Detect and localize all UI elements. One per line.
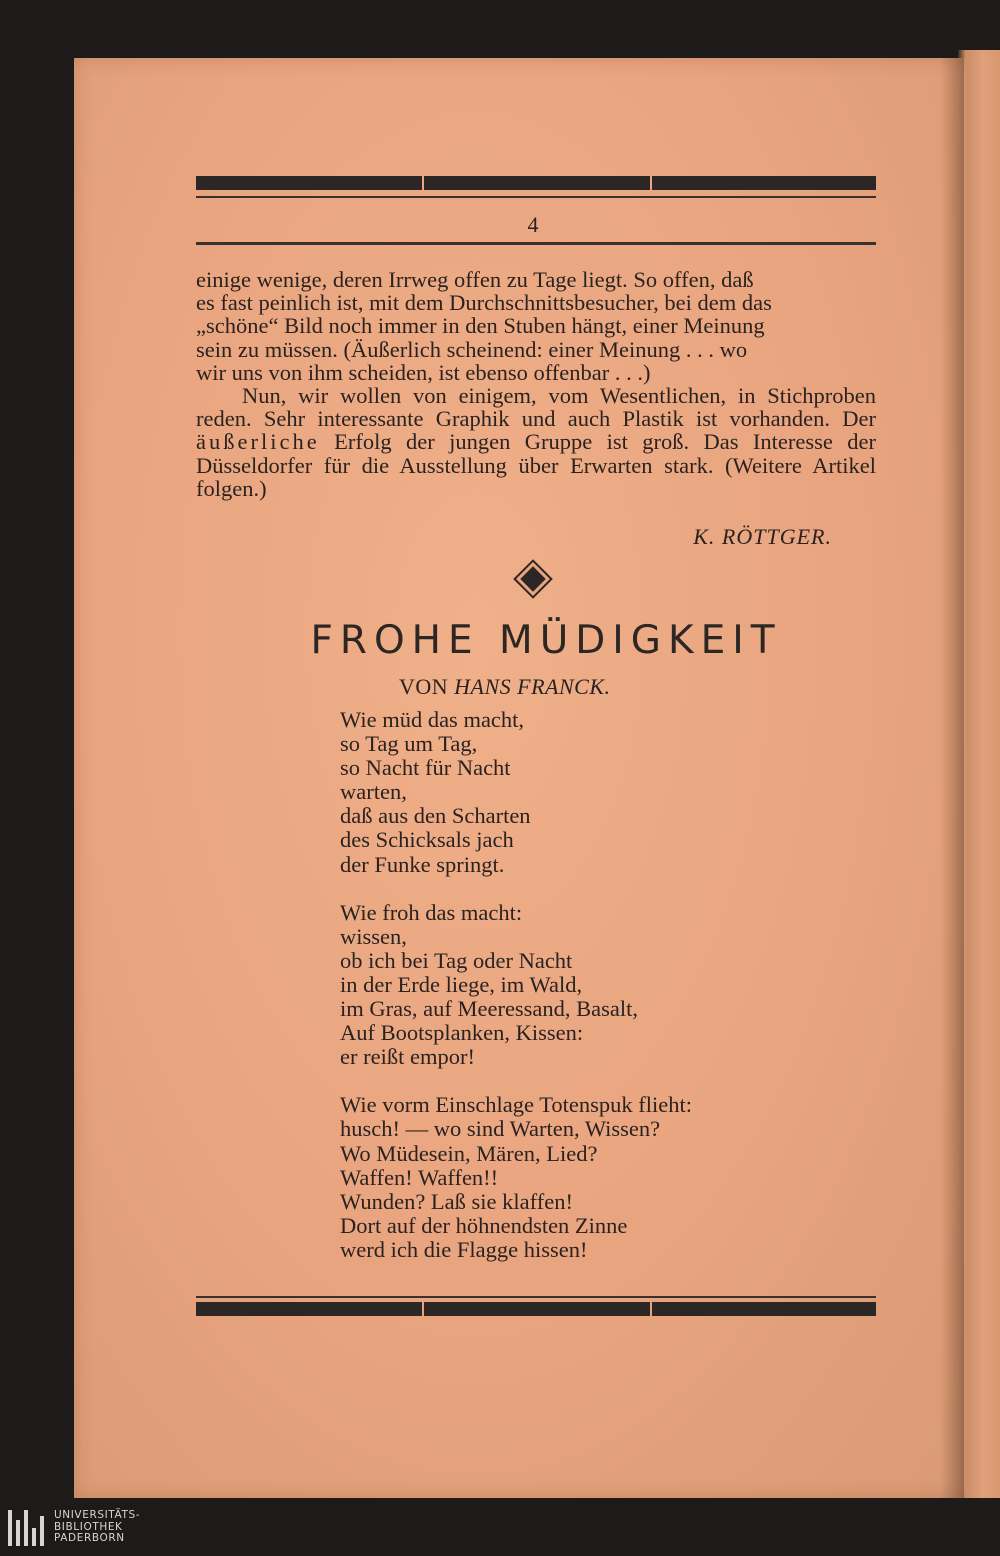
poem-line: so Tag um Tag, [340, 731, 478, 757]
poem-line: ob ich bei Tag oder Nacht [340, 947, 573, 973]
poem-author: HANS FRANCK. [454, 674, 611, 699]
header-rule-heavy [196, 176, 876, 190]
poem-byline [399, 674, 611, 700]
prose-line: es fast peinlich ist, mit dem Durchschnittsbesucher, bei dem das [196, 290, 772, 316]
poem-line: wissen, [340, 923, 407, 949]
prose-emphasis: äußerliche [196, 429, 320, 455]
poem-line: Wunden? Laß sie klaffen! [340, 1188, 573, 1214]
poem-stanza-2 [340, 901, 800, 1070]
prose-paragraph-1 [196, 268, 876, 384]
prose-line: einige wenige, deren Irrweg offen zu Tage liegt. So offen, daß [196, 267, 754, 292]
prose-line: „schöne“ Bild noch immer in den Stuben hängt, einer Meinung [196, 313, 765, 339]
poem-line: werd ich die Flagge hissen! [340, 1236, 588, 1262]
logo-line: UNIVERSITÄTS- [54, 1509, 141, 1521]
footer-rule-heavy [196, 1302, 876, 1316]
library-logo [0, 1498, 1000, 1556]
logo-line: PADERBORN [54, 1532, 125, 1544]
subheader-rule [196, 242, 876, 245]
gutter-shadow [940, 58, 964, 1498]
article-prose [196, 268, 876, 500]
poem-line: Auf Bootsplanken, Kissen: [340, 1020, 584, 1046]
footer-rule-thin [196, 1296, 876, 1298]
poem-stanza-1 [340, 708, 800, 877]
poem-line: so Nacht für Nacht [340, 755, 511, 781]
poem-line: Dort auf der höhnendsten Zinne [340, 1212, 628, 1238]
poem-line: Wie vorm Einschlage Totenspuk flieht: [340, 1092, 693, 1118]
header-rule-thin [196, 196, 876, 198]
poem-line: des Schicksals jach [340, 827, 514, 853]
library-logo-text [54, 1510, 140, 1545]
poem-line: Wie froh das macht: [340, 899, 523, 925]
poem-stanza-3 [340, 1093, 800, 1262]
page-number: 4 [527, 212, 539, 237]
poem-line: er reißt empor! [340, 1044, 475, 1070]
poem-line: in der Erde liege, im Wald, [340, 971, 583, 997]
poem-line: husch! — wo sind Warten, Wissen? [340, 1116, 661, 1142]
prose-text: Erfolg der jungen Gruppe ist groß. Das Interesse der Düsseldorfer für die Ausstellung über Erwarten stark. (Weitere Artikel folgen.) [196, 429, 876, 501]
poem-line: Wo Müdesein, Mären, Lied? [340, 1140, 598, 1166]
logo-line: BIBLIOTHEK [54, 1520, 123, 1533]
poem-line: Waffen! Waffen!! [340, 1164, 499, 1190]
poem-line: im Gras, auf Meeressand, Basalt, [340, 996, 639, 1022]
poem-body [340, 708, 800, 1286]
poem-line: warten, [340, 779, 407, 805]
poem-line: daß aus den Scharten [340, 803, 531, 829]
prose-line: wir uns von ihm scheiden, ist ebenso offenbar . . .) [196, 359, 651, 385]
byline-prefix: VON [399, 674, 455, 699]
poem-line: der Funke springt. [340, 851, 505, 877]
library-logo-icon [8, 1510, 44, 1546]
prose-paragraph-2 [196, 384, 876, 500]
poem-line: Wie müd das macht, [340, 707, 525, 732]
prose-text: Nun, wir wollen von einigem, vom Wesentlichen, in Stichproben reden. Sehr interessante Graphik und auch Plastik ist vorhanden. Der [196, 383, 876, 432]
prose-line: sein zu müssen. (Äußerlich scheinend: einer Meinung . . . wo [196, 336, 748, 362]
article-signature: K. RÖTTGER. [693, 524, 832, 549]
poem-title: FROHE MÜDIGKEIT [310, 618, 782, 663]
